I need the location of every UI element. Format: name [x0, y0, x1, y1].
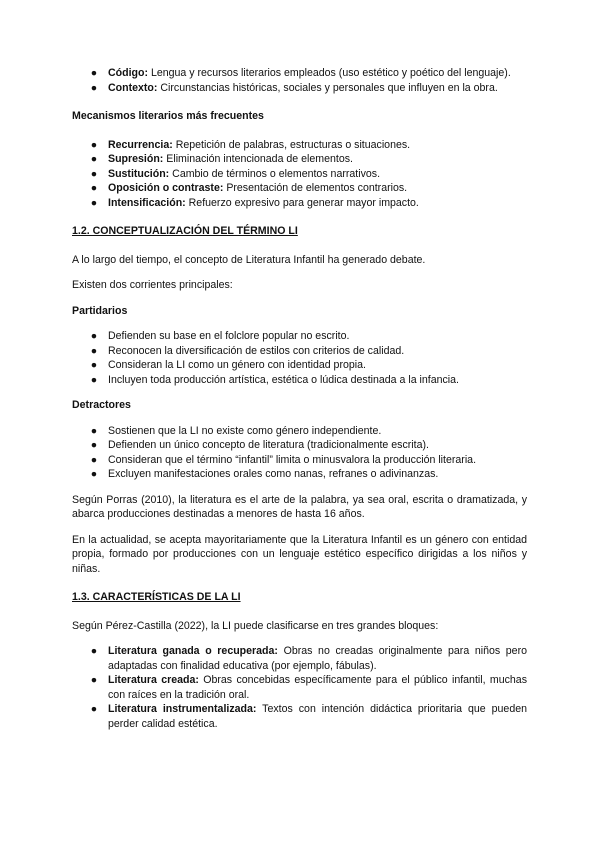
bullet-icon: ●: [90, 138, 98, 151]
porras-paragraph: Según Porras (2010), la literatura es el arte de la palabra, ya sea oral, escrita o dramatizada, y abarca producciones destinadas a menores de hasta 16 años.: [72, 493, 527, 520]
list-item: ● Sostienen que la LI no existe como género independiente.: [72, 424, 527, 439]
bullet-icon: ●: [90, 373, 98, 386]
bullet-icon: ●: [90, 182, 98, 194]
list-item: ● Contexto: Circunstancias históricas, sociales y personales que influyen en la obra.: [72, 81, 527, 96]
list-item: ● Oposición o contraste: Presentación de elementos contrarios.: [72, 181, 527, 196]
section-1-2-heading: 1.2. CONCEPTUALIZACIÓN DEL TÉRMINO LI: [72, 225, 298, 237]
list-item: ● Reconocen la diversificación de estilos con criterios de calidad.: [72, 344, 527, 359]
partidarios-heading: Partidarios: [72, 304, 128, 317]
list-item: ● Literatura instrumentalizada: Textos con intención didáctica prioritaria que pueden perder calidad estética.: [72, 702, 527, 731]
list-item: ● Intensificación: Refuerzo expresivo para generar mayor impacto.: [72, 196, 527, 211]
bullet-icon: ●: [90, 424, 98, 437]
list-item: ● Recurrencia: Repetición de palabras, estructuras o situaciones.: [72, 138, 527, 153]
page-content: [72, 66, 527, 731]
list-item: ● Excluyen manifestaciones orales como nanas, refranes o adivinanzas.: [72, 467, 527, 482]
mechanisms-list: [72, 138, 527, 211]
bullet-icon: ●: [90, 167, 98, 180]
list-item: ● Literatura creada: Obras concebidas específicamente para el público infantil, muchas con raíces en la tradición oral.: [72, 673, 527, 702]
bullet-icon: ●: [90, 439, 98, 451]
list-item: ● Defienden un único concepto de literatura (tradicionalmente escrita).: [72, 438, 527, 453]
list-item: ● Consideran que el término “infantil” limita o minusvalora la producción literaria.: [72, 453, 527, 468]
list-item: ● Consideran la LI como un género con identidad propia.: [72, 358, 527, 373]
bullet-icon: ●: [90, 645, 98, 657]
section-1-3-heading: 1.3. CARACTERÍSTICAS DE LA LI: [72, 591, 241, 603]
bullet-icon: ●: [90, 703, 98, 715]
two-currents-text: Existen dos corrientes principales:: [72, 279, 233, 291]
classification-list: [72, 644, 527, 731]
partidarios-list: [72, 329, 527, 387]
bullet-icon: ●: [90, 67, 98, 79]
top-bullet-list: [72, 66, 527, 95]
bullet-icon: ●: [90, 330, 98, 342]
section-1-3-intro: Según Pérez-Castilla (2022), la LI puede clasificarse en tres grandes bloques:: [72, 619, 439, 632]
actualidad-paragraph: En la actualidad, se acepta mayoritariamente que la Literatura Infantil es un género con entidad propia, formado por producciones con un lenguaje estético específico dirigidas a los niños y niñas.: [72, 533, 527, 575]
list-item: ● Sustitución: Cambio de términos o elementos narrativos.: [72, 167, 527, 182]
list-item: ● Defienden su base en el folclore popular no escrito.: [72, 329, 527, 344]
bullet-icon: ●: [90, 153, 98, 165]
list-item: ● Literatura ganada o recuperada: Obras no creadas originalmente para niños pero adaptadas con finalidad educativa (por ejemplo, fábulas).: [72, 644, 527, 673]
list-item: ● Código: Lengua y recursos literarios empleados (uso estético y poético del lenguaje).: [72, 66, 527, 81]
bullet-icon: ●: [90, 81, 98, 94]
detractores-heading: Detractores: [72, 399, 131, 411]
section-1-2-intro: A lo largo del tiempo, el concepto de Literatura Infantil ha generado debate.: [72, 253, 426, 266]
bullet-icon: ●: [90, 674, 98, 686]
bullet-icon: ●: [90, 196, 98, 209]
detractores-list: [72, 424, 527, 482]
list-item: ● Incluyen toda producción artística, estética o lúdica destinada a la infancia.: [72, 373, 527, 388]
bullet-icon: ●: [90, 344, 98, 357]
mechanisms-heading: Mecanismos literarios más frecuentes: [72, 110, 264, 122]
bullet-icon: ●: [90, 468, 98, 480]
bullet-icon: ●: [90, 453, 98, 466]
bullet-icon: ●: [90, 359, 98, 371]
list-item: ● Supresión: Eliminación intencionada de elementos.: [72, 152, 527, 167]
